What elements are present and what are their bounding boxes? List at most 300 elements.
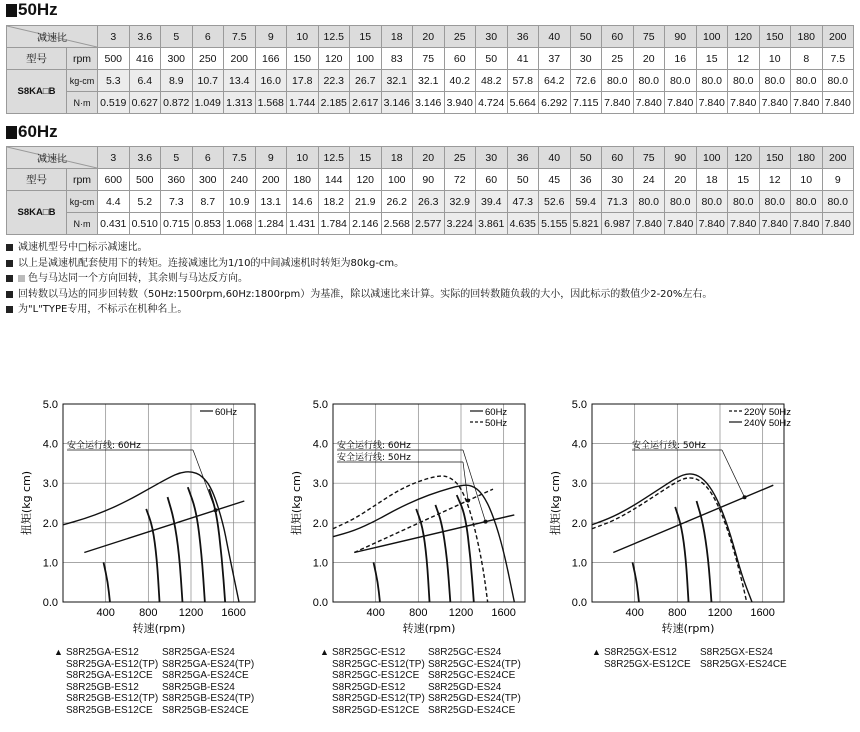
rpm-cell: 120 [350,169,382,191]
rpm-cell: 166 [255,48,287,70]
model-name: S8R25GD-ES12(TP) [332,693,425,705]
plot-frame [592,404,784,602]
ratio-cell: 150 [759,26,791,48]
torque-nm-cell: 1.568 [255,92,287,114]
bullet-icon [6,275,13,282]
model-row [54,647,254,659]
torque-kgcm-cell: 32.1 [413,70,445,92]
x-tick-label: 1200 [178,607,204,619]
ratio-cell: 3 [98,147,130,169]
ratio-cell: 18 [381,26,413,48]
safe-line-annotation: 安全运行线: 50Hz [337,453,411,463]
torque-nm-cell: 7.840 [728,92,760,114]
model-name: S8R25GD-ES24CE [428,704,516,716]
unit-rpm: rpm [67,169,98,191]
series-line [592,474,752,602]
annotation-arrow-tip [214,508,218,512]
torque-kgcm-cell: 80.0 [665,70,697,92]
model-name: S8R25GC-ES24 [428,647,502,658]
model-row [604,659,787,671]
ratio-cell: 18 [381,147,413,169]
x-axis-label: 转速(rpm) [132,622,186,635]
y-axis-label: 扭矩(kg cm) [549,470,562,536]
rpm-cell: 41 [507,48,539,70]
plot-frame [63,404,255,602]
torque-nm-cell: 7.840 [728,213,760,235]
torque-nm-cell: 7.840 [665,92,697,114]
rpm-cell: 15 [696,48,728,70]
torque-kgcm-cell: 80.0 [791,191,823,213]
annotation-arrow-tip [743,495,747,499]
torque-nm-cell: 7.840 [665,213,697,235]
torque-nm-cell: 0.519 [98,92,130,114]
y-tick-label: 2.0 [312,517,328,530]
note-item: 色与马达同一个方向回转，其余则与马达反方向。 [6,271,712,287]
ratio-cell: 36 [507,26,539,48]
bullet-icon [6,244,13,251]
bullet-icon [6,306,13,313]
unit-kgcm: kg-cm [67,191,98,213]
rpm-cell: 500 [129,169,161,191]
torque-nm-cell: 7.840 [791,213,823,235]
model-row [332,682,521,694]
ratio-model-header [7,147,98,169]
model-name: S8R25GD-ES24(TP) [428,693,521,705]
x-axis-label: 转速(rpm) [661,622,715,635]
x-tick-label: 400 [625,607,644,619]
ratio-cell: 40 [539,147,571,169]
model-name-cell: S8KA□B [7,70,67,114]
rpm-cell: 50 [476,48,508,70]
legend-label: 220V 50Hz [744,407,792,418]
torque-kgcm-cell: 26.7 [350,70,382,92]
model-name: S8R25GC-ES12 [332,647,406,658]
torque-kgcm-cell: 13.4 [224,70,256,92]
rpm-cell: 600 [98,169,130,191]
rpm-cell: 90 [413,169,445,191]
rpm-cell: 12 [759,169,791,191]
model-name: S8R25GA-ES12(TP) [66,658,159,670]
model-row [66,682,254,694]
model-name: S8R25GB-ES24CE [162,704,249,716]
torque-nm-cell: 2.185 [318,92,350,114]
y-tick-label: 0.0 [42,597,58,609]
model-row [66,670,254,682]
y-axis-label: 扭矩(kg cm) [290,470,303,536]
table-row [7,26,854,48]
unit-nm: N·m [67,92,98,114]
torque-kgcm-cell: 6.4 [129,70,161,92]
table-row [7,92,854,114]
torque-kgcm-cell: 80.0 [633,70,665,92]
torque-nm-cell: 1.284 [255,213,287,235]
ratio-cell: 30 [476,26,508,48]
torque-kgcm-cell: 59.4 [570,191,602,213]
ratio-cell: 100 [696,26,728,48]
rpm-cell: 20 [633,48,665,70]
ratio-cell: 20 [413,26,445,48]
rpm-cell: 24 [633,169,665,191]
model-legend-3 [592,647,787,670]
series-line [63,472,239,602]
torque-kgcm-cell: 5.3 [98,70,130,92]
torque-nm-cell: 7.840 [696,213,728,235]
torque-kgcm-cell: 80.0 [696,70,728,92]
ratio-cell: 180 [791,26,823,48]
torque-curve [188,487,205,602]
x-tick-label: 1600 [750,607,775,619]
torque-kgcm-cell: 18.2 [318,191,350,213]
model-name: S8R25GA-ES12CE [66,670,153,682]
ratio-cell: 12.5 [318,147,350,169]
torque-nm-cell: 7.840 [602,92,634,114]
model-name: S8R25GX-ES24 [700,647,773,658]
note-item: 为"L"TYPE专用，不标示在机种名上。 [6,302,712,318]
torque-kgcm-cell: 32.1 [381,70,413,92]
rpm-cell: 60 [444,48,476,70]
rpm-cell: 500 [98,48,130,70]
rpm-cell: 15 [728,169,760,191]
ratio-header-label: 减速比 [37,33,67,44]
torque-kgcm-cell: 40.2 [444,70,476,92]
torque-kgcm-cell: 8.9 [161,70,193,92]
rpm-cell: 16 [665,48,697,70]
model-name: S8R25GX-ES24CE [700,658,787,670]
torque-kgcm-cell: 57.8 [507,70,539,92]
torque-nm-cell: 7.840 [633,213,665,235]
ratio-cell: 75 [633,26,665,48]
torque-nm-cell: 7.840 [696,92,728,114]
torque-kgcm-cell: 17.8 [287,70,319,92]
model-type-label: 型号 [7,169,67,191]
rpm-cell: 50 [507,169,539,191]
torque-nm-cell: 5.155 [539,213,571,235]
model-name: S8R25GD-ES12 [332,681,406,693]
torque-kgcm-cell: 26.3 [413,191,445,213]
ratio-cell: 7.5 [224,147,256,169]
rpm-cell: 150 [287,48,319,70]
y-tick-label: 3.0 [312,478,328,491]
y-axis-label: 扭矩(kg cm) [20,470,33,536]
ratio-cell: 3 [98,26,130,48]
ratio-cell: 90 [665,26,697,48]
model-row [332,705,521,717]
note-item: 以上是减速机配套使用下的转矩。连接减速比为1/10的中间减速机时转矩为80kg-cm。 [6,256,712,272]
torque-curve [633,562,639,602]
ratio-cell: 15 [350,147,382,169]
y-tick-label: 5.0 [42,399,58,411]
model-name: S8R25GA-ES24 [162,647,235,658]
ratio-cell: 60 [602,147,634,169]
rpm-cell: 83 [381,48,413,70]
rpm-cell: 200 [224,48,256,70]
torque-kgcm-cell: 80.0 [696,191,728,213]
spec-table-60hz [6,146,854,235]
notes-list [6,240,712,318]
model-row [66,693,254,705]
section-title-text: 50Hz [18,0,58,19]
torque-nm-cell: 7.840 [633,92,665,114]
rpm-cell: 7.5 [822,48,854,70]
rpm-cell: 10 [791,169,823,191]
torque-kgcm-cell: 14.6 [287,191,319,213]
square-bullet-icon [6,4,17,17]
table-row [7,191,854,213]
model-name: S8R25GB-ES12CE [66,704,153,716]
torque-kgcm-cell: 10.7 [192,70,224,92]
torque-kgcm-cell: 72.6 [570,70,602,92]
y-tick-label: 3.0 [571,478,587,491]
torque-curve [168,497,183,602]
rpm-cell: 300 [192,169,224,191]
torque-kgcm-cell: 80.0 [791,70,823,92]
torque-nm-cell: 5.821 [570,213,602,235]
torque-kgcm-cell: 4.4 [98,191,130,213]
ratio-cell: 36 [507,147,539,169]
ratio-cell: 60 [602,26,634,48]
ratio-cell: 10 [287,147,319,169]
rpm-cell: 30 [570,48,602,70]
torque-kgcm-cell: 52.6 [539,191,571,213]
torque-kgcm-cell: 32.9 [444,191,476,213]
legend-label: 60Hz [215,407,238,418]
rpm-cell: 37 [539,48,571,70]
torque-nm-cell: 1.744 [287,92,319,114]
torque-nm-cell: 2.146 [350,213,382,235]
rpm-cell: 144 [318,169,350,191]
ratio-cell: 9 [255,147,287,169]
rpm-cell: 75 [413,48,445,70]
torque-nm-cell: 7.840 [822,92,854,114]
rpm-cell: 30 [602,169,634,191]
plot-frame [333,404,525,602]
unit-nm: N·m [67,213,98,235]
triangle-icon: ▲ [592,647,601,657]
x-tick-label: 800 [409,607,428,619]
rpm-cell: 72 [444,169,476,191]
torque-kgcm-cell: 80.0 [759,70,791,92]
annotation-leader [722,450,745,497]
torque-nm-cell: 2.617 [350,92,382,114]
x-tick-label: 800 [139,607,158,619]
model-name: S8R25GD-ES24 [428,681,502,693]
ratio-cell: 120 [728,147,760,169]
model-name: S8R25GX-ES12 [604,647,677,658]
torque-nm-cell: 1.313 [224,92,256,114]
torque-chart-3 [537,395,799,640]
torque-kgcm-cell: 80.0 [665,191,697,213]
bullet-icon [6,291,13,298]
series-line [354,515,514,553]
y-tick-label: 4.0 [312,438,328,451]
ratio-cell: 50 [570,147,602,169]
gray-swatch-icon [18,275,25,282]
rpm-cell: 250 [192,48,224,70]
torque-nm-cell: 0.853 [192,213,224,235]
model-row [320,647,521,659]
y-tick-label: 1.0 [42,557,58,570]
rpm-cell: 100 [381,169,413,191]
y-tick-label: 3.0 [42,478,58,491]
table-row [7,48,854,70]
torque-kgcm-cell: 13.1 [255,191,287,213]
ratio-cell: 150 [759,147,791,169]
series-line [592,478,747,602]
section-title-60hz [6,122,58,142]
model-name: S8R25GC-ES12(TP) [332,658,425,670]
ratio-cell: 40 [539,26,571,48]
torque-nm-cell: 2.577 [413,213,445,235]
series-line [613,485,773,552]
ratio-cell: 5 [161,26,193,48]
torque-nm-cell: 3.146 [413,92,445,114]
model-legend-2 [320,647,521,717]
y-tick-label: 2.0 [571,517,587,530]
torque-nm-cell: 3.861 [476,213,508,235]
torque-nm-cell: 3.940 [444,92,476,114]
x-tick-label: 1200 [707,607,733,619]
torque-nm-cell: 7.840 [759,92,791,114]
rpm-cell: 100 [350,48,382,70]
note-item: 回转数以马达的同步回转数（50Hz:1500rpm,60Hz:1800rpm）为基准，除以减速比来计算。实际的回转数随负载的大小，因此标示的数值少2-20%左右。 [6,287,712,303]
torque-nm-cell: 1.784 [318,213,350,235]
model-name: S8R25GD-ES12CE [332,704,420,716]
y-tick-label: 1.0 [571,557,587,570]
ratio-cell: 50 [570,26,602,48]
ratio-cell: 90 [665,147,697,169]
section-title-text: 60Hz [18,122,58,141]
ratio-cell: 3.6 [129,26,161,48]
model-name-cell: S8KA□B [7,191,67,235]
torque-nm-cell: 0.627 [129,92,161,114]
torque-kgcm-cell: 39.4 [476,191,508,213]
ratio-cell: 15 [350,26,382,48]
torque-nm-cell: 4.724 [476,92,508,114]
model-name: S8R25GC-ES24(TP) [428,658,521,670]
torque-nm-cell: 4.635 [507,213,539,235]
torque-kgcm-cell: 26.2 [381,191,413,213]
torque-kgcm-cell: 10.9 [224,191,256,213]
model-name: S8R25GB-ES12(TP) [66,693,159,705]
torque-kgcm-cell: 8.7 [192,191,224,213]
torque-kgcm-cell: 21.9 [350,191,382,213]
torque-curve [104,562,110,602]
safe-line-annotation: 安全运行线: 50Hz [632,441,706,451]
torque-nm-cell: 5.664 [507,92,539,114]
rpm-cell: 18 [696,169,728,191]
y-tick-label: 1.0 [312,557,328,570]
torque-kgcm-cell: 48.2 [476,70,508,92]
rpm-cell: 45 [539,169,571,191]
torque-nm-cell: 7.115 [570,92,602,114]
ratio-cell: 9 [255,26,287,48]
ratio-cell: 100 [696,147,728,169]
table-row [7,169,854,191]
torque-kgcm-cell: 80.0 [728,191,760,213]
torque-nm-cell: 7.840 [822,213,854,235]
torque-nm-cell: 3.146 [381,92,413,114]
ratio-cell: 200 [822,147,854,169]
ratio-cell: 7.5 [224,26,256,48]
torque-chart-1 [8,395,270,640]
torque-nm-cell: 1.049 [192,92,224,114]
rpm-cell: 60 [476,169,508,191]
triangle-icon: ▲ [320,647,329,657]
ratio-cell: 25 [444,26,476,48]
ratio-cell: 30 [476,147,508,169]
x-tick-label: 1600 [221,607,246,619]
torque-nm-cell: 6.987 [602,213,634,235]
torque-nm-cell: 0.872 [161,92,193,114]
rpm-cell: 25 [602,48,634,70]
rpm-cell: 8 [791,48,823,70]
unit-kgcm: kg-cm [67,70,98,92]
torque-curve [435,505,450,602]
torque-nm-cell: 0.510 [129,213,161,235]
torque-nm-cell: 7.840 [759,213,791,235]
ratio-header-label: 减速比 [37,154,67,165]
rpm-cell: 10 [759,48,791,70]
annotation-arrow-tip [484,520,488,524]
model-legend-1 [54,647,255,717]
section-title-50hz [6,0,58,20]
unit-rpm: rpm [67,48,98,70]
bullet-icon [6,260,13,267]
table-row [7,213,854,235]
rpm-cell: 180 [287,169,319,191]
ratio-cell: 180 [791,147,823,169]
safe-line-annotation: 安全运行线: 60Hz [67,441,141,451]
ratio-cell: 10 [287,26,319,48]
torque-kgcm-cell: 16.0 [255,70,287,92]
x-tick-label: 800 [668,607,687,619]
model-name: S8R25GA-ES24(TP) [162,658,255,670]
model-name: S8R25GB-ES24(TP) [162,693,255,705]
torque-nm-cell: 1.068 [224,213,256,235]
triangle-icon: ▲ [54,647,63,657]
torque-curve [374,562,380,602]
rpm-cell: 20 [665,169,697,191]
torque-kgcm-cell: 22.3 [318,70,350,92]
torque-nm-cell: 7.840 [791,92,823,114]
ratio-model-header [7,26,98,48]
ratio-cell: 6 [192,147,224,169]
rpm-cell: 360 [161,169,193,191]
rpm-cell: 240 [224,169,256,191]
torque-kgcm-cell: 80.0 [728,70,760,92]
ratio-cell: 25 [444,147,476,169]
series-line [333,485,514,602]
ratio-cell: 120 [728,26,760,48]
ratio-cell: 12.5 [318,26,350,48]
torque-kgcm-cell: 47.3 [507,191,539,213]
y-tick-label: 5.0 [312,399,328,411]
torque-nm-cell: 0.715 [161,213,193,235]
model-name: S8R25GC-ES24CE [428,670,516,682]
model-row [332,670,521,682]
torque-kgcm-cell: 64.2 [539,70,571,92]
torque-nm-cell: 0.431 [98,213,130,235]
ratio-cell: 200 [822,26,854,48]
x-tick-label: 400 [96,607,115,619]
ratio-cell: 75 [633,147,665,169]
torque-nm-cell: 6.292 [539,92,571,114]
model-row [66,705,254,717]
torque-kgcm-cell: 80.0 [759,191,791,213]
y-tick-label: 2.0 [42,517,58,530]
table-row [7,147,854,169]
model-name: S8R25GB-ES24 [162,681,235,693]
